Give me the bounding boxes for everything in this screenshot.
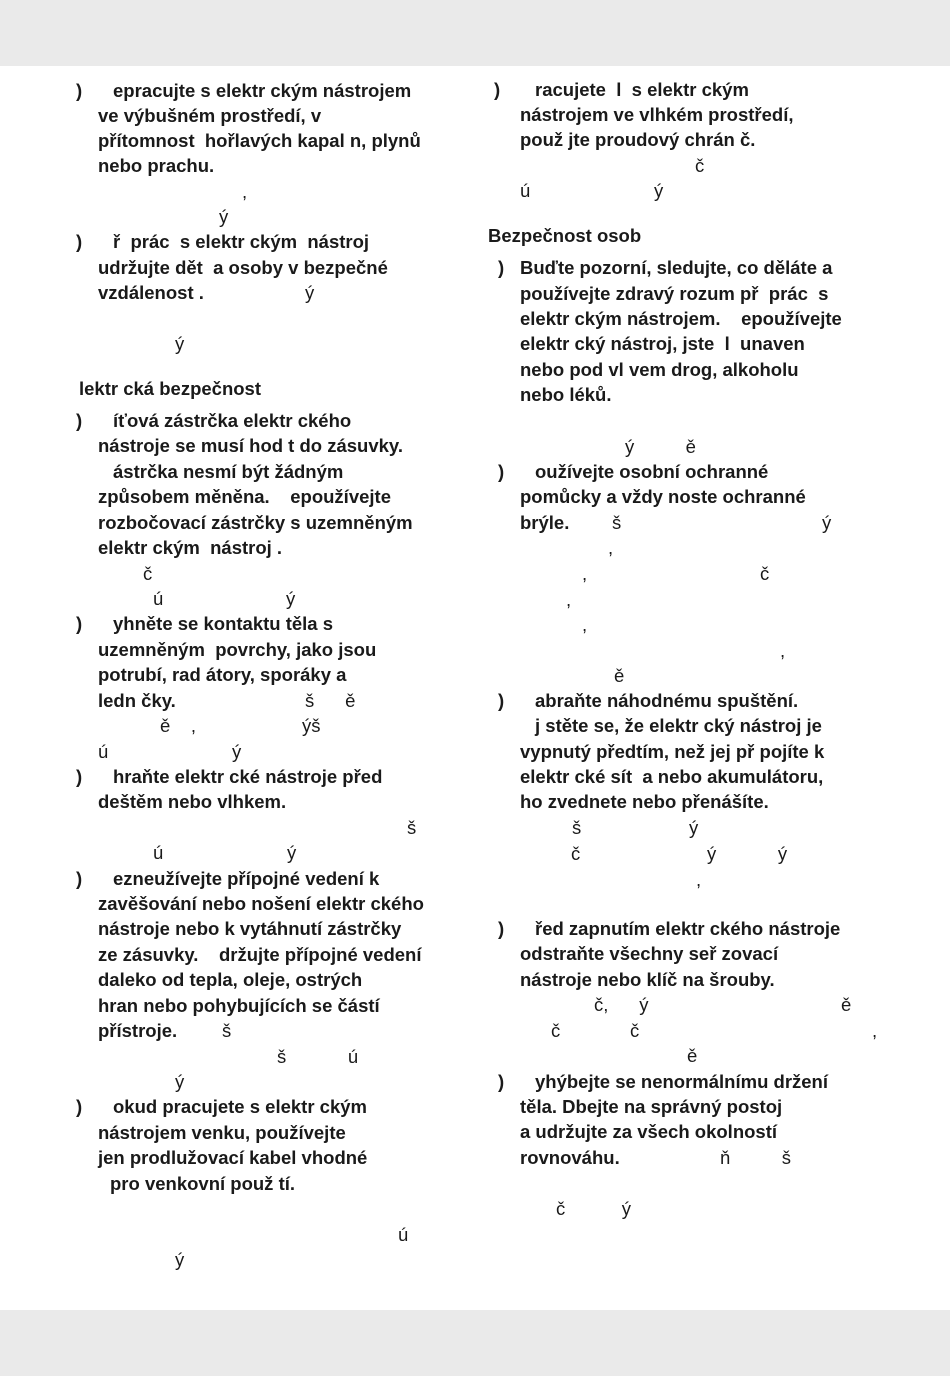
left-column-line: ) — [76, 1096, 83, 1117]
right-column-line: j stěte se, že elektr cký nástroj je — [535, 715, 822, 736]
right-column-line: ý ě — [625, 436, 696, 457]
right-column-line: racujete l s elektr ckým — [535, 79, 749, 100]
left-column-line: ú — [98, 741, 109, 762]
left-column-line: nástrojem venku, používejte — [98, 1122, 346, 1143]
left-column-line: ze zásuvky. držujte přípojné vedení — [98, 944, 422, 965]
right-column-line: , — [582, 614, 588, 635]
left-column-line: rozbočovací zástrčky s uzemněným — [98, 512, 413, 533]
left-column-line: ) — [76, 766, 83, 787]
right-column-line: používejte zdravý rozum př prác s — [520, 283, 829, 304]
right-column-line: č ý — [556, 1198, 632, 1219]
top-margin-band — [0, 0, 950, 66]
left-column-line: ) — [76, 410, 83, 431]
left-column-line: ý — [286, 588, 296, 609]
right-column-line: , — [566, 589, 572, 610]
right-column-line: č — [551, 1020, 561, 1041]
left-column-line: epracujte s elektr ckým nástrojem — [113, 80, 412, 101]
right-column-line: ě — [614, 665, 625, 686]
left-column-line: ú — [153, 842, 164, 863]
left-column-line: daleko od tepla, oleje, ostrých — [98, 969, 363, 990]
right-column-line: ) — [498, 257, 505, 278]
right-column-line: ) — [498, 918, 505, 939]
left-column-line: deštěm nebo vlhkem. — [98, 791, 287, 812]
right-column-line: ě — [687, 1045, 698, 1066]
right-column-line: ) — [498, 1071, 505, 1092]
left-column-line: lektr cká bezpečnost — [79, 378, 261, 399]
right-column-line: nebo pod vl vem drog, alkoholu — [520, 359, 799, 380]
left-column-line: ezneužívejte přípojné vedení k — [113, 868, 380, 889]
left-column-line: potrubí, rad átory, sporáky a — [98, 664, 347, 685]
right-column-line: elektr cké sít a nebo akumulátoru, — [520, 766, 824, 787]
right-column-line: vypnutý předtím, než jej př pojíte k — [520, 741, 825, 762]
right-column-line: řed zapnutím elektr ckého nástroje — [535, 918, 841, 939]
right-column-line: ) — [494, 79, 501, 100]
left-column-line: ý — [287, 842, 297, 863]
left-column-line: ř prác s elektr ckým nástroj — [113, 231, 370, 252]
right-column-line: použ jte proudový chrán č. — [520, 129, 756, 150]
right-column-line: nebo léků. — [520, 384, 612, 405]
left-column-line: ě , — [160, 715, 196, 736]
right-column-line: brýle. — [520, 512, 570, 533]
left-column-line: nástroje nebo k vytáhnutí zástrčky — [98, 918, 402, 939]
right-column-line: yhýbejte se nenormálnímu držení — [535, 1071, 828, 1092]
right-column-line: ý — [654, 180, 664, 201]
left-column-line: š — [222, 1020, 232, 1041]
left-column-line: ) — [76, 868, 83, 889]
left-column-line: hran nebo pohybujících se částí — [98, 995, 380, 1016]
left-column-line: způsobem měněna. epoužívejte — [98, 486, 391, 507]
left-column-line: nástroje se musí hod t do zásuvky. — [98, 435, 403, 456]
left-column-line: ú — [398, 1224, 409, 1245]
right-column-line: pomůcky a vždy noste ochranné — [520, 486, 806, 507]
left-column-line: š ú — [277, 1046, 359, 1067]
left-column-line: přítomnost hořlavých kapal n, plynů — [98, 130, 421, 151]
right-column-line: , — [582, 563, 588, 584]
left-column-line: jen prodlužovací kabel vhodné — [98, 1147, 368, 1168]
right-column-line: č — [695, 155, 705, 176]
right-column-line: nástroje nebo klíč na šrouby. — [520, 969, 775, 990]
left-column-line: íťová zástrčka elektr ckého — [113, 410, 352, 431]
left-column-line: elektr ckým nástroj . — [98, 537, 283, 558]
left-column-line: ledn čky. — [98, 690, 176, 711]
right-column-line: elektr ckým nástrojem. epoužívejte — [520, 308, 842, 329]
right-column-line: ho zvednete nebo přenášíte. — [520, 791, 769, 812]
left-column-line: pro venkovní použ tí. — [110, 1173, 296, 1194]
right-column-line: , — [608, 537, 614, 558]
left-column-line: š ě — [305, 690, 356, 711]
right-column-line: , — [780, 640, 786, 661]
right-column-line: nástrojem ve vlhkém prostředí, — [520, 104, 794, 125]
left-column-line: , — [242, 181, 248, 202]
left-column-line: ) — [76, 613, 83, 634]
left-column-line: uzemněným povrchy, jako jsou — [98, 639, 377, 660]
left-column-line: vzdálenost . — [98, 282, 204, 303]
left-column-line: ý — [175, 333, 185, 354]
right-column-line: rovnováhu. — [520, 1147, 620, 1168]
left-column-line: ý — [175, 1071, 185, 1092]
right-column-line: , — [696, 869, 702, 890]
left-column-line: ýš — [302, 715, 321, 736]
right-column-line: a udržujte za všech okolností — [520, 1121, 778, 1142]
right-column-line: ) — [498, 461, 505, 482]
right-column-line: ) — [498, 690, 505, 711]
right-column-line: č — [760, 563, 770, 584]
left-column-line: yhněte se kontaktu těla s — [113, 613, 334, 634]
right-column-line: ý — [822, 512, 832, 533]
right-column-line: ý — [689, 817, 699, 838]
left-column-line: přístroje. — [98, 1020, 178, 1041]
right-column-line: Bezpečnost osob — [488, 225, 642, 246]
left-column-line: zavěšování nebo nošení elektr ckého — [98, 893, 424, 914]
right-column-line: ú — [520, 180, 531, 201]
right-column-line: ň š — [720, 1147, 791, 1168]
right-column-line: š — [612, 512, 622, 533]
left-column-line: ) — [76, 231, 83, 252]
left-column-line: ý — [232, 741, 242, 762]
right-column-line: těla. Dbejte na správný postoj — [520, 1096, 783, 1117]
left-column-line: ý — [305, 282, 315, 303]
right-column-line: abraňte náhodnému spuštění. — [535, 690, 799, 711]
right-column-line: elektr cký nástroj, jste l unaven — [520, 333, 805, 354]
right-column-line: š — [572, 817, 582, 838]
bottom-margin-band — [0, 1310, 950, 1376]
left-column-line: č — [143, 563, 153, 584]
left-column-line: hraňte elektr cké nástroje před — [113, 766, 383, 787]
right-column-line: č, ý — [594, 994, 649, 1015]
right-column-line: oužívejte osobní ochranné — [535, 461, 769, 482]
left-column-line: ú — [153, 588, 164, 609]
left-column-line: ) — [76, 80, 83, 101]
right-column-line: Buďte pozorní, sledujte, co děláte a — [520, 257, 833, 278]
left-column-line: ý — [175, 1249, 185, 1270]
left-column-line: udržujte dět a osoby v bezpečné — [98, 257, 388, 278]
right-column-line: odstraňte všechny seř zovací — [520, 943, 779, 964]
left-column-line: ve výbušném prostředí, v — [98, 105, 322, 126]
right-column-line: , — [872, 1020, 878, 1041]
left-column-line: nebo prachu. — [98, 155, 215, 176]
right-column-line: ý ý — [707, 843, 788, 864]
right-column-line: č — [630, 1020, 640, 1041]
left-column-line: ástrčka nesmí být žádným — [113, 461, 344, 482]
left-column-line: ý — [219, 206, 229, 227]
left-column-line: okud pracujete s elektr ckým — [113, 1096, 367, 1117]
right-column-line: č — [571, 843, 581, 864]
right-column-line: ě — [841, 994, 852, 1015]
left-column-line: š — [407, 817, 417, 838]
